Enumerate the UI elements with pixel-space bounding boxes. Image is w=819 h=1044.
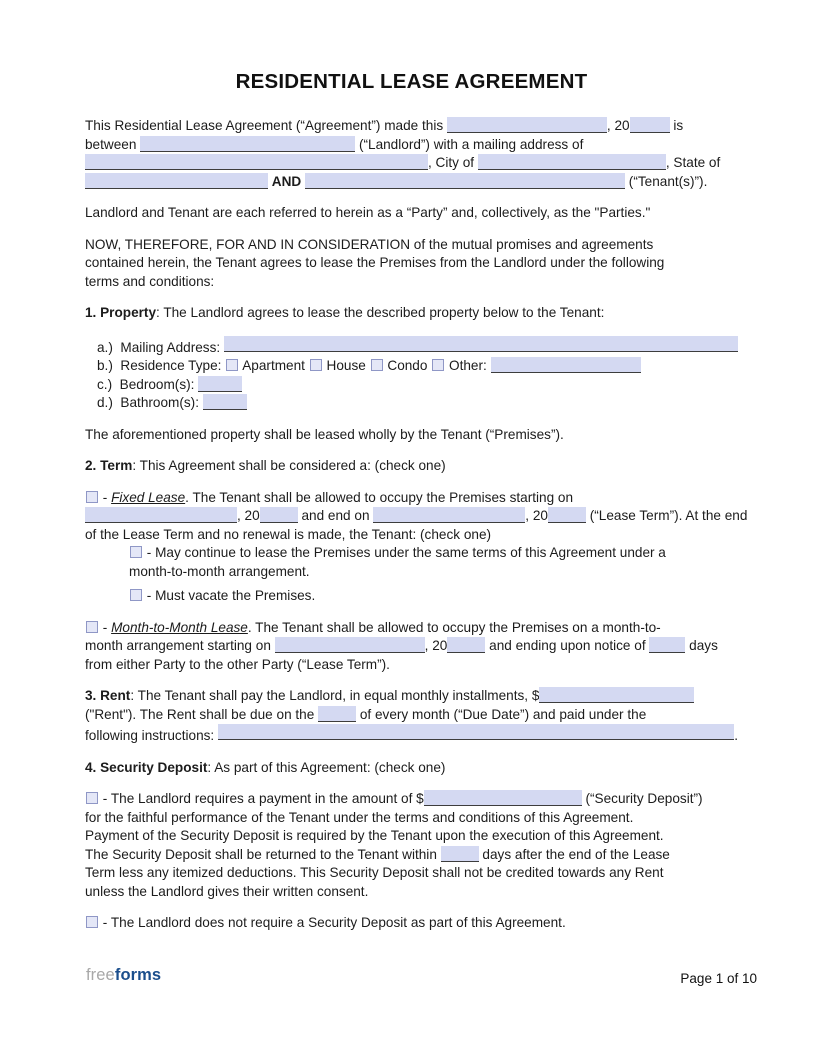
- must-vacate-checkbox[interactable]: [130, 589, 142, 601]
- text: Other:: [445, 358, 491, 373]
- property-list: [85, 336, 738, 413]
- month-to-month-option: [85, 619, 738, 675]
- text-line: [85, 273, 738, 292]
- text: (“Landlord”) with a mailing address of: [355, 136, 584, 152]
- text-line: [85, 846, 738, 865]
- text: 4. Security Deposit: [85, 759, 208, 775]
- mailing-address-item: [85, 336, 738, 358]
- text: House: [322, 358, 370, 373]
- text: - The Landlord requires a payment in the amount of $: [99, 791, 424, 806]
- text-line: [85, 563, 738, 582]
- text: : As part of this Agreement: (check one): [207, 759, 446, 775]
- security-deposit-heading: [85, 759, 738, 778]
- text-line: [85, 827, 738, 846]
- text: Fixed Lease: [111, 489, 186, 505]
- text-line: [85, 724, 738, 746]
- term-heading: [85, 457, 738, 476]
- text: , 20: [525, 508, 548, 523]
- text-line: [85, 154, 738, 173]
- text: -: [99, 489, 112, 505]
- text: , City of: [428, 155, 478, 170]
- text: following instructions:: [85, 728, 218, 743]
- document-body: [85, 117, 748, 933]
- state-field[interactable]: [85, 173, 268, 189]
- text: month-to-month arrangement.: [129, 563, 310, 579]
- must-vacate-item: [85, 587, 738, 606]
- text-line: [85, 254, 738, 273]
- text: c.) Bedroom(s):: [97, 376, 199, 392]
- text: terms and conditions:: [85, 273, 215, 289]
- text-line: [85, 759, 738, 778]
- text: ("Rent"). The Rent shall be due on the: [85, 706, 319, 722]
- text-line: [85, 687, 738, 706]
- tenant-names-field[interactable]: [305, 173, 625, 189]
- text: (“Security Deposit”): [581, 791, 703, 806]
- text: days after the end of the Lease: [478, 846, 670, 862]
- text-line: [85, 883, 738, 902]
- text: -: [99, 619, 112, 635]
- text-line: [85, 507, 748, 526]
- freeforms-logo: [86, 966, 161, 984]
- text: Term less any itemized deductions. This Security Deposit shall not be credited towards any Rent: [85, 865, 664, 880]
- text-line: [85, 136, 738, 155]
- text: (“Tenant(s)”).: [625, 173, 708, 189]
- text: for the faithful performance of the Tenant under the terms and conditions of this Agreement.: [85, 809, 634, 825]
- property-mailing-address-field[interactable]: [224, 336, 738, 352]
- text-line: [85, 619, 738, 638]
- lease-end-year-field[interactable]: [548, 507, 586, 523]
- text: unless the Landlord gives their written consent.: [85, 883, 369, 899]
- text: , State of: [665, 155, 721, 170]
- residence-type-item: [85, 357, 738, 376]
- m2m-start-date-field[interactable]: [275, 637, 425, 653]
- text-line: [85, 204, 738, 223]
- text: The aforementioned property shall be leased wholly by the Tenant (“Premises”).: [85, 426, 564, 442]
- security-deposit-not-required-option: [85, 914, 738, 933]
- rent-clause: [85, 687, 738, 746]
- security-deposit-required-checkbox[interactable]: [86, 792, 98, 804]
- text: is: [669, 118, 684, 133]
- m2m-start-year-field[interactable]: [447, 637, 485, 653]
- text: - The Landlord does not require a Security Deposit as part of this Agreement.: [99, 915, 566, 930]
- text-line: [85, 117, 738, 136]
- text-line: [85, 526, 738, 545]
- text-line: [85, 809, 738, 828]
- text: days: [685, 638, 718, 653]
- other-checkbox[interactable]: [432, 359, 444, 371]
- text-line: [85, 790, 738, 809]
- deposit-return-days-field[interactable]: [441, 846, 479, 862]
- apartment-checkbox[interactable]: [226, 359, 238, 371]
- agreement-year-field[interactable]: [630, 117, 670, 133]
- may-continue-checkbox[interactable]: [130, 546, 142, 558]
- month-to-month-checkbox[interactable]: [86, 621, 98, 633]
- text: , 20: [424, 638, 448, 653]
- text: 3. Rent: [85, 688, 131, 703]
- text: 1. Property: [85, 305, 157, 320]
- text: a.) Mailing Address:: [97, 339, 224, 355]
- lease-start-year-field[interactable]: [260, 507, 298, 523]
- text: Month-to-Month Lease: [111, 619, 248, 635]
- consideration-clause: [85, 236, 738, 292]
- lease-start-date-field[interactable]: [85, 507, 237, 523]
- text: - May continue to lease the Premises under the same terms of this Agreement under a: [143, 545, 666, 560]
- fixed-lease-option: [85, 489, 748, 606]
- parties-clause: [85, 204, 738, 223]
- rent-due-day-field[interactable]: [318, 706, 356, 722]
- security-deposit-required-option: [85, 790, 738, 901]
- text: from either Party to the other Party (“Lease Term”).: [85, 656, 390, 672]
- logo-forms-text: forms: [114, 966, 162, 984]
- text: The Security Deposit shall be returned to the Tenant within: [85, 846, 441, 862]
- no-security-deposit-checkbox[interactable]: [86, 916, 98, 928]
- text: and ending upon notice of: [485, 638, 650, 653]
- fixed-lease-checkbox[interactable]: [86, 491, 98, 503]
- residence-type-other-field[interactable]: [491, 357, 641, 373]
- text: of the Lease Term and no renewal is made, the Tenant: (check one): [85, 526, 492, 542]
- text: Apartment: [239, 358, 309, 373]
- text: This Residential Lease Agreement (“Agreement”) made this: [85, 118, 447, 133]
- text: AND: [271, 173, 302, 189]
- text: b.) Residence Type:: [97, 358, 226, 373]
- document-content: [85, 70, 748, 946]
- document-title: RESIDENTIAL LEASE AGREEMENT: [235, 70, 588, 93]
- intro-clause: [85, 117, 738, 191]
- text: NOW, THEREFORE, FOR AND IN CONSIDERATION of the mutual promises and agreements: [85, 236, 654, 252]
- text: between: [85, 136, 141, 152]
- text-line: [85, 304, 738, 323]
- text: Condo: [383, 358, 432, 373]
- bedrooms-field[interactable]: [198, 376, 242, 392]
- city-field[interactable]: [478, 154, 666, 170]
- text: , 20: [606, 118, 630, 133]
- text: : The Tenant shall pay the Landlord, in equal monthly installments, $: [130, 688, 540, 703]
- text-line: [85, 489, 738, 508]
- agreement-day-field[interactable]: [447, 117, 607, 133]
- text-line: [85, 864, 738, 883]
- text-line: [85, 637, 738, 656]
- logo-free-text: free: [86, 966, 115, 984]
- text: month arrangement starting on: [85, 638, 275, 653]
- text: d.) Bathroom(s):: [97, 395, 203, 410]
- text: . The Tenant shall be allowed to occupy the Premises starting on: [185, 489, 574, 505]
- bedrooms-item: [85, 376, 738, 395]
- text-line: [85, 656, 738, 675]
- text-line: [85, 706, 738, 725]
- may-continue-item: [85, 544, 738, 563]
- page-number: Page 1 of 10: [680, 971, 757, 986]
- text: . The Tenant shall be allowed to occupy the Premises on a month-to-: [247, 619, 661, 635]
- payment-instructions-field[interactable]: [218, 724, 734, 740]
- text: : This Agreement shall be considered a: (check one): [132, 458, 446, 473]
- landlord-mailing-address-field[interactable]: [85, 154, 428, 170]
- text: and end on: [297, 508, 374, 523]
- notice-days-field[interactable]: [649, 637, 685, 653]
- security-deposit-amount-field[interactable]: [424, 790, 582, 806]
- property-heading: [85, 304, 738, 323]
- bathrooms-field[interactable]: [203, 394, 247, 410]
- bathrooms-item: [85, 394, 738, 413]
- text-line: [85, 173, 738, 192]
- text: (“Lease Term”). At the end: [585, 508, 748, 523]
- landlord-name-field[interactable]: [140, 136, 355, 152]
- text: , 20: [237, 508, 260, 523]
- text-line: [85, 236, 738, 255]
- text: of every month (“Due Date”) and paid under the: [356, 706, 647, 722]
- text-line: [85, 457, 738, 476]
- text: : The Landlord agrees to lease the described property below to the Tenant:: [156, 305, 605, 320]
- text: .: [734, 728, 738, 743]
- text: - Must vacate the Premises.: [143, 588, 316, 603]
- text-line: [85, 426, 738, 445]
- lease-end-date-field[interactable]: [373, 507, 525, 523]
- text: 2. Term: [85, 458, 133, 473]
- condo-checkbox[interactable]: [371, 359, 383, 371]
- text: contained herein, the Tenant agrees to lease the Premises from the Landlord under the following: [85, 255, 665, 270]
- text: Payment of the Security Deposit is required by the Tenant upon the execution of this Agreement.: [85, 828, 664, 843]
- text-line: [85, 914, 738, 933]
- house-checkbox[interactable]: [310, 359, 322, 371]
- premises-clause: [85, 426, 738, 445]
- rent-amount-field[interactable]: [539, 687, 694, 703]
- text: Landlord and Tenant are each referred to herein as a “Party” and, collectively, as the "Parties.": [85, 205, 651, 220]
